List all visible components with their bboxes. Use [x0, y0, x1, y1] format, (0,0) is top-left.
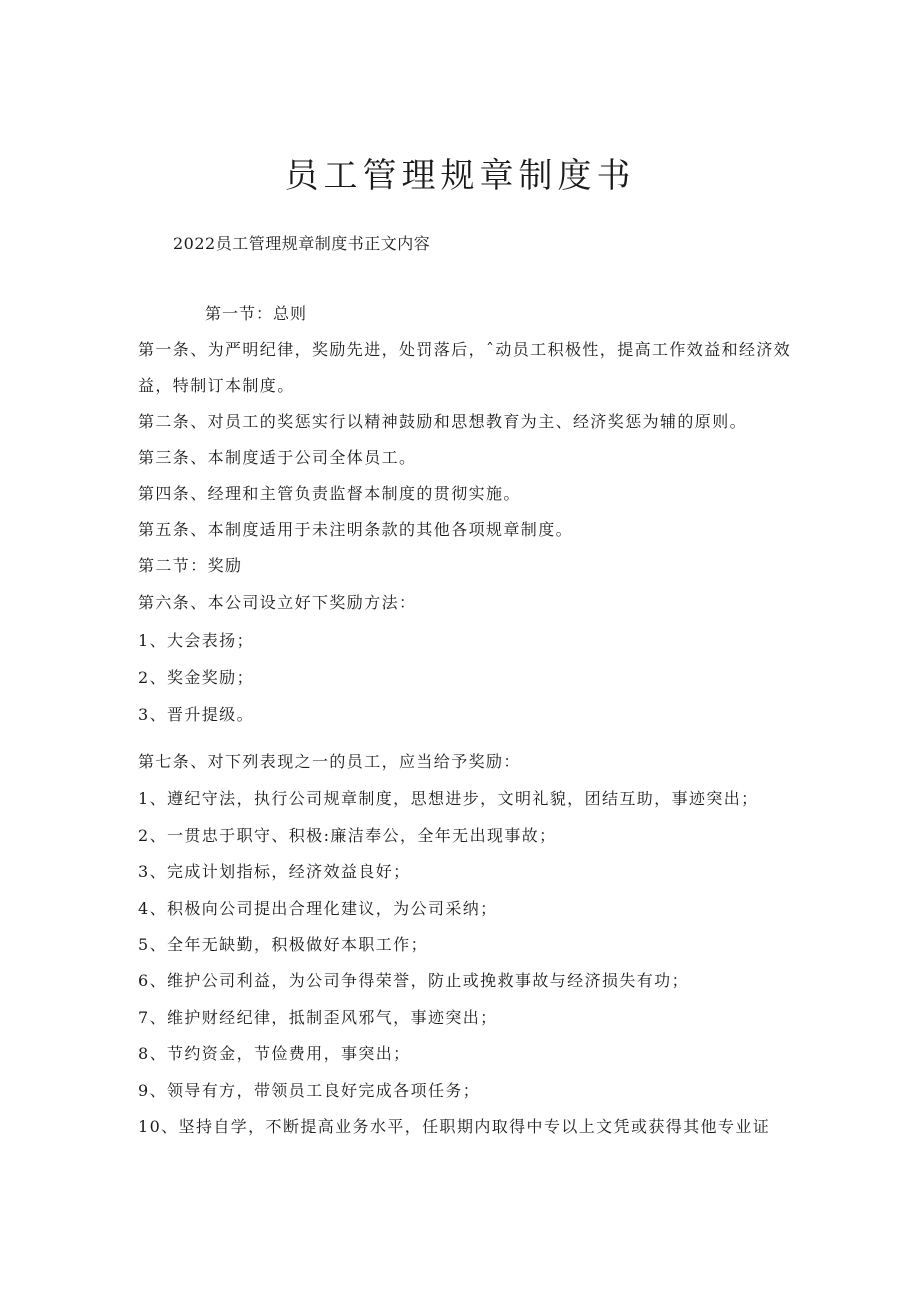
list-item: 10、坚持自学，不断提高业务水平，任职期内取得中专以上文凭或获得其他专业证 [138, 1117, 771, 1136]
list-item: 1、遵纪守法，执行公司规章制度，思想进步，文明礼貌，团结互助，事迹突出； [138, 789, 759, 808]
article-line: 第四条、经理和主管负责监督本制度的贯彻实施。 [138, 484, 521, 503]
list-item: 1、大会表扬； [138, 631, 254, 650]
section-heading-general: 第一节：总则 [205, 304, 308, 323]
article-line: 第三条、本制度适于公司全体员工。 [138, 448, 417, 467]
list-item: 9、领导有方，带领员工良好完成各项任务； [138, 1081, 481, 1100]
list-item: 7、维护财经纪律，抵制歪风邪气，事迹突出； [138, 1008, 498, 1027]
list-item: 2、一贯忠于职守、积极:廉洁奉公，全年无出现事故； [138, 826, 557, 845]
article-line: 第一条、为严明纪律，奖励先进，处罚落后，ˆ动员工积极性，提高工作效益和经济效 [138, 340, 792, 359]
document-title: 员工管理规章制度书 [284, 156, 636, 196]
article-line: 益，特制订本制度。 [138, 376, 295, 395]
list-item: 8、节约资金，节俭费用，事突出； [138, 1044, 411, 1063]
list-item: 4、积极向公司提出合理化建议，为公司采纳； [138, 899, 498, 918]
list-item: 3、完成计划指标，经济效益良好； [138, 862, 411, 881]
list-item: 2、奖金奖励； [138, 668, 254, 687]
document-subtitle: 2022员工管理规章制度书正文内容 [173, 234, 431, 253]
article-line: 第七条、对下列表现之一的员工，应当给予奖励： [138, 752, 521, 771]
article-line: 第二条、对员工的奖惩实行以精神鼓励和思想教育为主、经济奖惩为辅的原则。 [138, 412, 748, 431]
list-item: 6、维护公司利益，为公司争得荣誉，防止或挽救事故与经济损失有功； [138, 971, 689, 990]
list-item: 3、晋升提级。 [138, 705, 254, 724]
list-item: 5、全年无缺勤，积极做好本职工作； [138, 935, 428, 954]
article-line: 第五条、本制度适用于未注明条款的其他各项规章制度。 [138, 520, 574, 539]
section-heading-rewards: 第二节：奖励 [138, 556, 243, 575]
article-line: 第六条、本公司设立好下奖励方法： [138, 593, 417, 612]
